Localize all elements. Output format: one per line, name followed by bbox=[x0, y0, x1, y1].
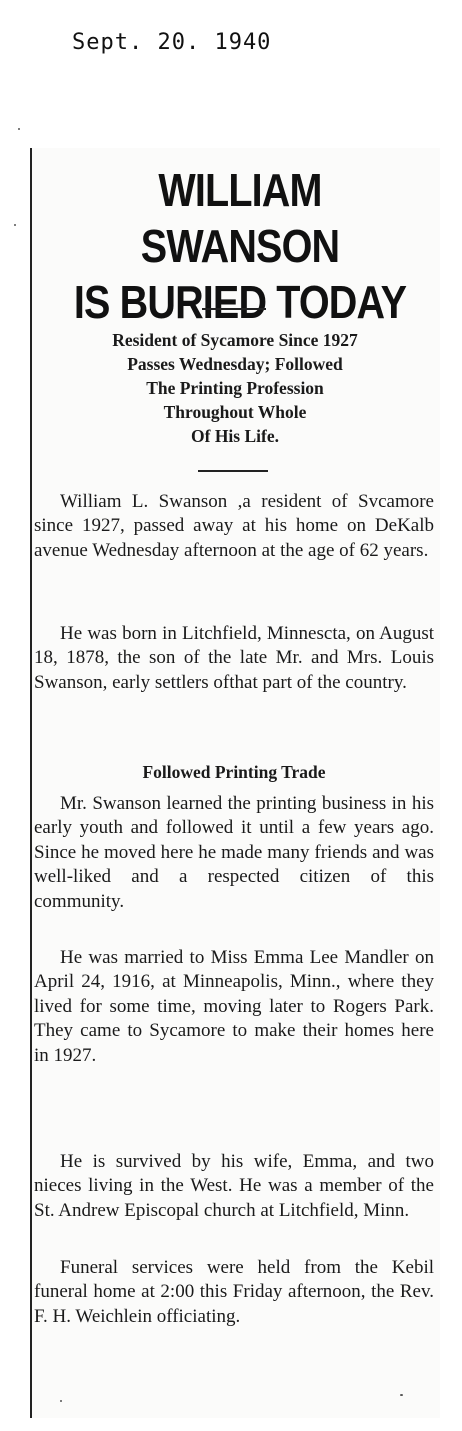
headline-line-1: WILLIAM SWANSON bbox=[140, 164, 340, 272]
article-paragraph: William L. Swanson ,a resident of Svcamore since 1927, passed away at his home on DeKalb avenue Wednesday afternoon at the age of 62 years. bbox=[34, 491, 434, 561]
article-paragraph: He is survived by his wife, Emma, and two nieces living in the West. He was a member of the St. Andrew Episcopal church at Litchfield, Minn. bbox=[34, 1151, 434, 1221]
deck-line-3: The Printing Profession bbox=[146, 378, 324, 398]
article-paragraph: He was born in Litchfield, Minnescta, on August 18, 1878, the son of the late Mr. and Mrs. Louis Swanson, early settlers ofthat part of the country. bbox=[34, 623, 434, 693]
print-speck bbox=[60, 1400, 62, 1402]
headline-line-2: IS BURIED TODAY bbox=[73, 276, 407, 328]
divider-rule bbox=[202, 308, 266, 310]
print-speck bbox=[14, 224, 16, 226]
print-speck bbox=[400, 1394, 403, 1396]
deck-line-5: Of His Life. bbox=[191, 426, 279, 446]
deck-line-2: Passes Wednesday; Followed bbox=[127, 354, 343, 374]
article-paragraph: He was married to Miss Emma Lee Mandler on April 24, 1916, at Minneapolis, Minn., where they lived for some time, moving later to Rogers Park. They came to Sycamore to make their homes here in 1927. bbox=[34, 947, 434, 1066]
deck-subheadline bbox=[40, 328, 430, 448]
article-paragraph: Funeral services were held from the Kebil funeral home at 2:00 this Friday afternoon, the Rev. F. H. Weichlein officiating. bbox=[34, 1257, 434, 1327]
section-subhead: Followed Printing Trade bbox=[142, 762, 326, 782]
headline bbox=[68, 162, 412, 330]
print-speck bbox=[18, 128, 20, 130]
article-paragraph: Mr. Swanson learned the printing business in his early youth and followed it until a few years ago. Since he moved here he made many friends and was well-liked and a respected citizen of this community. bbox=[34, 793, 434, 912]
deck-line-4: Throughout Whole bbox=[163, 402, 307, 422]
divider-rule bbox=[198, 470, 268, 472]
date-stamp: Sept. 20. 1940 bbox=[72, 30, 272, 55]
deck-line-1: Resident of Sycamore Since 1927 bbox=[112, 330, 358, 350]
